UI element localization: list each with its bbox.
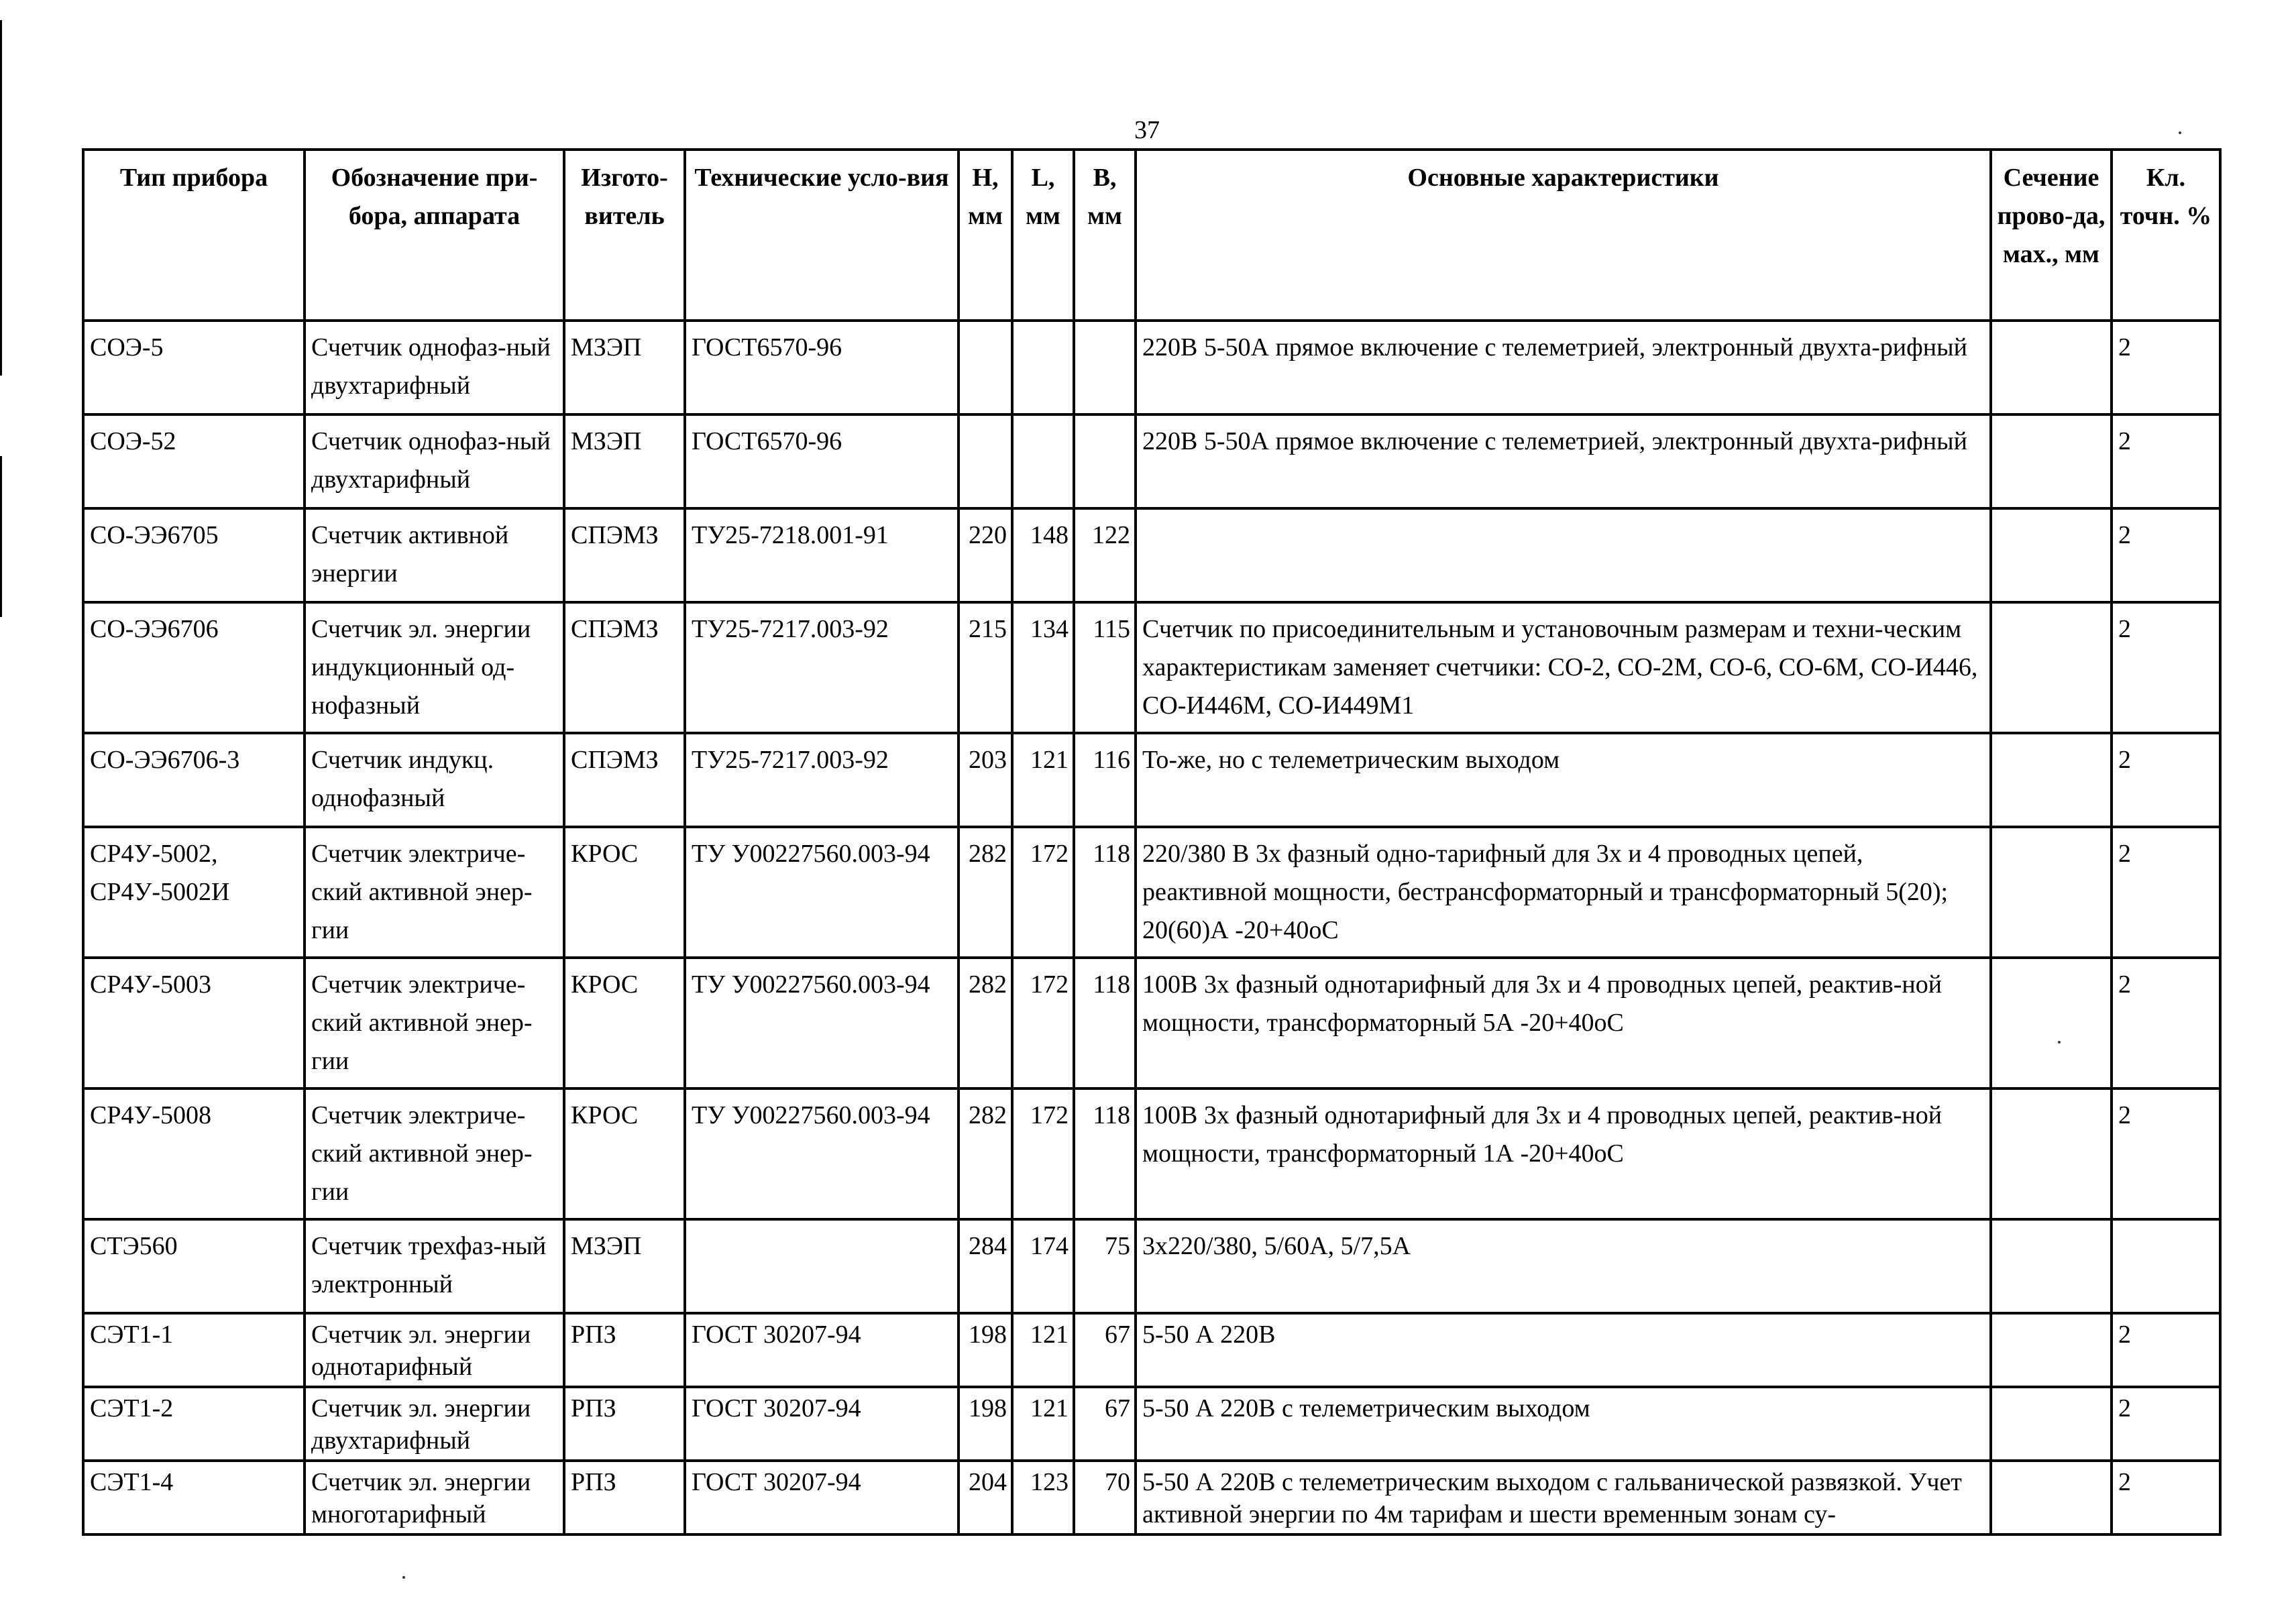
cell-l (1012, 321, 1074, 414)
cell-b: 70 (1074, 1461, 1136, 1534)
header-maker: Изгото-витель (564, 150, 685, 321)
cell-wire (1991, 1219, 2112, 1313)
table-row (83, 1461, 2220, 1534)
cell-accuracy: 2 (2112, 508, 2220, 602)
cell-designation: Счетчик однофаз-ный двухтарифный (305, 321, 564, 414)
scan-speck (2179, 131, 2181, 134)
cell-b: 118 (1074, 958, 1136, 1088)
cell-l: 134 (1012, 602, 1074, 733)
table-row (83, 508, 2220, 602)
cell-h: 204 (959, 1461, 1012, 1534)
cell-maker: МЗЭП (564, 414, 685, 508)
header-type: Тип прибора (83, 150, 305, 321)
cell-b: 115 (1074, 602, 1136, 733)
cell-b: 75 (1074, 1219, 1136, 1313)
header-characteristics: Основные характеристики (1136, 150, 1991, 321)
cell-h (959, 321, 1012, 414)
cell-specs: ГОСТ 30207-94 (685, 1387, 959, 1461)
cell-h: 282 (959, 958, 1012, 1088)
cell-characteristics: 220/380 В 3х фазный одно-тарифный для 3х и 4 проводных цепей, реактивной мощности, бестрансформаторный и трансформаторный 5(20); 20(60)А -20+40оС (1136, 827, 1991, 958)
table-header-row (83, 150, 2220, 321)
scan-edge-line (0, 20, 2, 376)
cell-b: 116 (1074, 733, 1136, 827)
cell-type: СР4У-5003 (83, 958, 305, 1088)
cell-accuracy: 2 (2112, 321, 2220, 414)
cell-wire (1991, 1088, 2112, 1219)
cell-designation: Счетчик эл. энергии индукционный од-нофазный (305, 602, 564, 733)
cell-l: 172 (1012, 1088, 1074, 1219)
cell-type: СЭТ1-2 (83, 1387, 305, 1461)
cell-l: 123 (1012, 1461, 1074, 1534)
cell-h: 198 (959, 1387, 1012, 1461)
cell-maker: РПЗ (564, 1313, 685, 1387)
header-b: В, мм (1074, 150, 1136, 321)
cell-h: 215 (959, 602, 1012, 733)
cell-accuracy (2112, 1219, 2220, 1313)
cell-l: 174 (1012, 1219, 1074, 1313)
cell-maker: КРОС (564, 958, 685, 1088)
cell-wire (1991, 414, 2112, 508)
cell-wire (1991, 1461, 2112, 1534)
cell-h (959, 414, 1012, 508)
cell-specs (685, 1219, 959, 1313)
header-l: L, мм (1012, 150, 1074, 321)
cell-h: 203 (959, 733, 1012, 827)
cell-maker: РПЗ (564, 1461, 685, 1534)
cell-designation: Счетчик электриче-ский активной энер-гии (305, 827, 564, 958)
cell-maker: СПЭМЗ (564, 508, 685, 602)
cell-designation: Счетчик трехфаз-ный электронный (305, 1219, 564, 1313)
cell-l: 172 (1012, 958, 1074, 1088)
cell-characteristics: 5-50 А 220В с телеметрическим выходом (1136, 1387, 1991, 1461)
scan-speck (402, 1576, 405, 1579)
cell-characteristics: 220В 5-50А прямое включение с телеметрией, электронный двухта-рифный (1136, 321, 1991, 414)
cell-type: СО-ЭЭ6706-3 (83, 733, 305, 827)
table-row (83, 321, 2220, 414)
cell-type: СО-ЭЭ6705 (83, 508, 305, 602)
cell-l: 148 (1012, 508, 1074, 602)
cell-characteristics: 100В 3х фазный однотарифный для 3х и 4 проводных цепей, реактив-ной мощности, трансформаторный 5А -20+40оС (1136, 958, 1991, 1088)
cell-characteristics: 100В 3х фазный однотарифный для 3х и 4 проводных цепей, реактив-ной мощности, трансформаторный 1А -20+40оС (1136, 1088, 1991, 1219)
cell-h: 284 (959, 1219, 1012, 1313)
cell-characteristics: То-же, но с телеметрическим выходом (1136, 733, 1991, 827)
cell-specs: ТУ25-7217.003-92 (685, 602, 959, 733)
cell-type: СЭТ1-4 (83, 1461, 305, 1534)
cell-maker: МЗЭП (564, 321, 685, 414)
cell-h: 220 (959, 508, 1012, 602)
cell-type: СО-ЭЭ6706 (83, 602, 305, 733)
cell-specs: ГОСТ 30207-94 (685, 1461, 959, 1534)
cell-designation: Счетчик однофаз-ный двухтарифный (305, 414, 564, 508)
cell-designation: Счетчик эл. энергии многотарифный (305, 1461, 564, 1534)
cell-accuracy: 2 (2112, 958, 2220, 1088)
cell-wire (1991, 602, 2112, 733)
cell-specs: ГОСТ6570-96 (685, 321, 959, 414)
cell-specs: ГОСТ 30207-94 (685, 1313, 959, 1387)
table-row (83, 602, 2220, 733)
cell-h: 282 (959, 1088, 1012, 1219)
cell-accuracy: 2 (2112, 1313, 2220, 1387)
cell-type: СР4У-5002, СР4У-5002И (83, 827, 305, 958)
cell-b: 118 (1074, 1088, 1136, 1219)
cell-specs: ТУ У00227560.003-94 (685, 827, 959, 958)
header-specs: Технические усло-вия (685, 150, 959, 321)
table-row (83, 1088, 2220, 1219)
cell-type: СОЭ-5 (83, 321, 305, 414)
cell-accuracy: 2 (2112, 1461, 2220, 1534)
cell-l (1012, 414, 1074, 508)
cell-wire (1991, 321, 2112, 414)
cell-l: 121 (1012, 733, 1074, 827)
cell-specs: ТУ25-7217.003-92 (685, 733, 959, 827)
cell-b: 118 (1074, 827, 1136, 958)
table-row (83, 958, 2220, 1088)
cell-type: СЭТ1-1 (83, 1313, 305, 1387)
cell-specs: ТУ У00227560.003-94 (685, 1088, 959, 1219)
scan-edge-line (0, 456, 2, 617)
cell-wire (1991, 958, 2112, 1088)
cell-maker: МЗЭП (564, 1219, 685, 1313)
cell-characteristics: 220В 5-50А прямое включение с телеметрией, электронный двухта-рифный (1136, 414, 1991, 508)
table-row (83, 1387, 2220, 1461)
cell-type: СР4У-5008 (83, 1088, 305, 1219)
cell-wire (1991, 1387, 2112, 1461)
cell-maker: РПЗ (564, 1387, 685, 1461)
cell-b (1074, 321, 1136, 414)
cell-l: 121 (1012, 1387, 1074, 1461)
page-number: 37 (1134, 116, 1160, 144)
cell-specs: ГОСТ6570-96 (685, 414, 959, 508)
cell-l: 172 (1012, 827, 1074, 958)
table-row (83, 414, 2220, 508)
cell-accuracy: 2 (2112, 827, 2220, 958)
cell-wire (1991, 733, 2112, 827)
cell-h: 282 (959, 827, 1012, 958)
cell-type: СОЭ-52 (83, 414, 305, 508)
cell-b: 122 (1074, 508, 1136, 602)
cell-b: 67 (1074, 1387, 1136, 1461)
cell-b (1074, 414, 1136, 508)
cell-specs: ТУ25-7218.001-91 (685, 508, 959, 602)
cell-characteristics: 5-50 А 220В с телеметрическим выходом с гальванической развязкой. Учет активной энергии по 4м тарифам и шести временным зонам су- (1136, 1461, 1991, 1534)
cell-characteristics: Счетчик по присоединительным и установочным размерам и техни-ческим характеристикам заменяет счетчики: СО-2, СО-2М, СО-6, СО-6М, СО-И446, СО-И446М, СО-И449М1 (1136, 602, 1991, 733)
header-wire: Сечение прово-да, мах., мм (1991, 150, 2112, 321)
cell-type: СТЭ560 (83, 1219, 305, 1313)
cell-designation: Счетчик индукц. однофазный (305, 733, 564, 827)
cell-accuracy: 2 (2112, 414, 2220, 508)
cell-maker: СПЭМЗ (564, 602, 685, 733)
cell-designation: Счетчик активной энергии (305, 508, 564, 602)
cell-wire (1991, 1313, 2112, 1387)
cell-accuracy: 2 (2112, 733, 2220, 827)
table-row (83, 733, 2220, 827)
cell-b: 67 (1074, 1313, 1136, 1387)
header-h: Н, мм (959, 150, 1012, 321)
cell-designation: Счетчик эл. энергии двухтарифный (305, 1387, 564, 1461)
cell-l: 121 (1012, 1313, 1074, 1387)
cell-maker: КРОС (564, 1088, 685, 1219)
header-designation: Обозначение при-бора, аппарата (305, 150, 564, 321)
cell-maker: СПЭМЗ (564, 733, 685, 827)
table-row (83, 827, 2220, 958)
cell-wire (1991, 827, 2112, 958)
cell-accuracy: 2 (2112, 1387, 2220, 1461)
header-accuracy: Кл. точн. % (2112, 150, 2220, 321)
cell-accuracy: 2 (2112, 1088, 2220, 1219)
meter-spec-table (82, 148, 2222, 1536)
cell-maker: КРОС (564, 827, 685, 958)
cell-accuracy: 2 (2112, 602, 2220, 733)
cell-h: 198 (959, 1313, 1012, 1387)
cell-designation: Счетчик эл. энергии однотарифный (305, 1313, 564, 1387)
table-row (83, 1219, 2220, 1313)
cell-characteristics: 5-50 А 220В (1136, 1313, 1991, 1387)
cell-wire (1991, 508, 2112, 602)
cell-characteristics: 3х220/380, 5/60А, 5/7,5А (1136, 1219, 1991, 1313)
table-row (83, 1313, 2220, 1387)
cell-specs: ТУ У00227560.003-94 (685, 958, 959, 1088)
cell-designation: Счетчик электриче-ский активной энер-гии (305, 1088, 564, 1219)
cell-designation: Счетчик электриче-ский активной энер-гии (305, 958, 564, 1088)
cell-characteristics (1136, 508, 1991, 602)
